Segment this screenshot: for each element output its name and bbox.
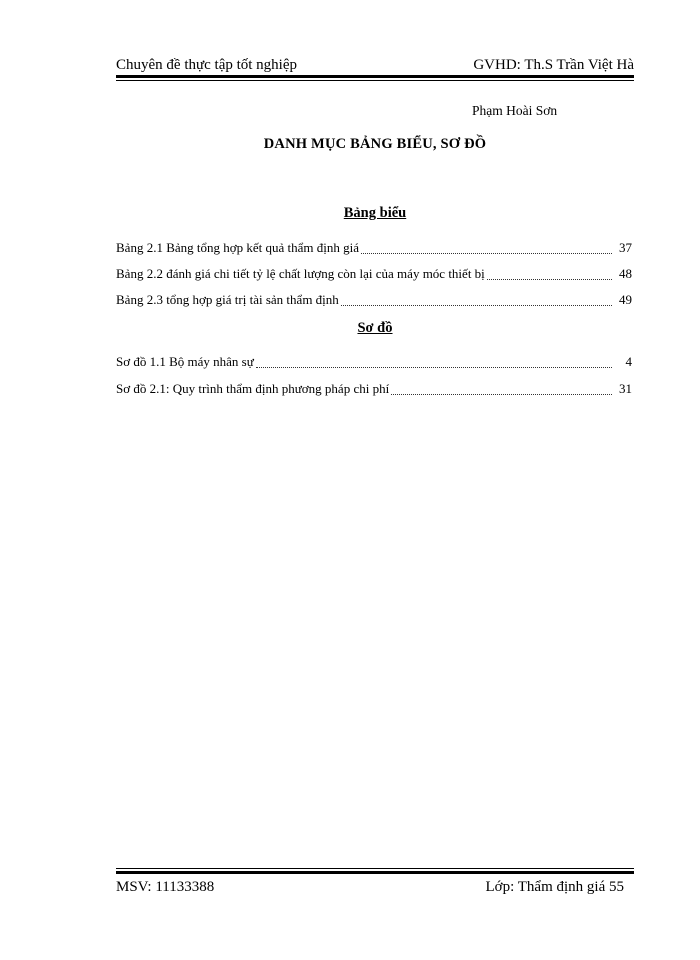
tables-section-heading: Bảng biểu: [343, 205, 407, 221]
diagrams-section-heading: Sơ đồ: [357, 320, 393, 336]
toc-item-label: Sơ đồ 1.1 Bộ máy nhân sự: [116, 354, 254, 369]
header-rule-thin: [116, 80, 634, 81]
footer-rule-thin: [116, 868, 634, 869]
toc-item-label: Bảng 2.1 Bảng tổng hợp kết quả thẩm định giá: [116, 240, 360, 255]
toc-item-page: 4: [625, 354, 632, 369]
author-name: Phạm Hoài Sơn: [472, 103, 558, 118]
footer-rule-thick: [116, 871, 634, 874]
toc-item-table-2-2[interactable]: [116, 266, 632, 284]
footer-student-id: MSV: 11133388: [116, 879, 215, 895]
header-right-text: GVHD: Th.S Trần Việt Hà: [473, 57, 634, 73]
page-title: DANH MỤC BẢNG BIỂU, SƠ ĐỒ: [263, 136, 487, 152]
toc-item-label: Sơ đồ 2.1: Quy trình thẩm định phương pháp chi phí: [116, 381, 390, 396]
page-footer: [116, 876, 624, 896]
toc-dot-leader: [487, 269, 612, 280]
toc-item-page: 49: [619, 292, 632, 307]
toc-item-table-2-1[interactable]: [116, 240, 632, 258]
toc-dot-leader: [256, 357, 612, 368]
header-rule-thick: [116, 75, 634, 78]
toc-item-page: 37: [619, 240, 632, 255]
toc-dot-leader: [391, 384, 612, 395]
toc-item-diagram-2-1[interactable]: [116, 381, 632, 399]
page-header: [116, 52, 634, 74]
header-left-text: Chuyên đề thực tập tốt nghiệp: [116, 57, 298, 73]
toc-item-label: Bảng 2.2 đánh giá chi tiết tỷ lệ chất lượng còn lại của máy móc thiết bị: [116, 266, 485, 281]
toc-item-page: 31: [619, 381, 632, 396]
toc-item-table-2-3[interactable]: [116, 292, 632, 310]
toc-dot-leader: [341, 295, 612, 306]
toc-item-page: 48: [619, 266, 632, 281]
toc-item-diagram-1-1[interactable]: [116, 354, 632, 372]
toc-item-label: Bảng 2.3 tổng hợp giá trị tài sản thẩm định: [116, 292, 339, 307]
footer-class: Lớp: Thẩm định giá 55: [485, 879, 624, 895]
toc-dot-leader: [361, 243, 612, 254]
